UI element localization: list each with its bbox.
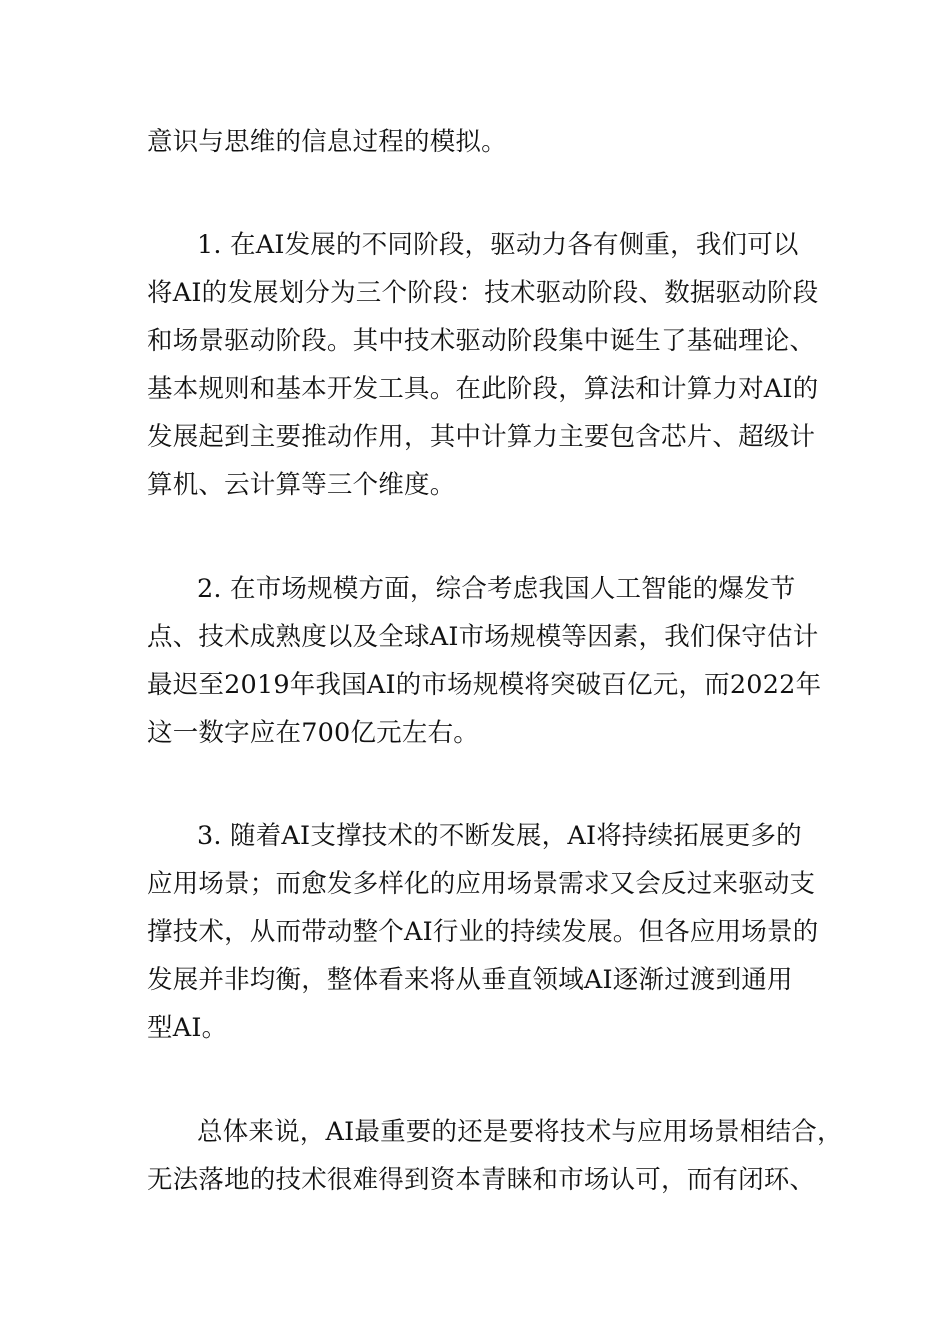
- intro-line-1: 意识与思维的信息过程的模拟。: [147, 127, 507, 157]
- paragraph-1-line-2: 将AI的发展划分为三个阶段：技术驱动阶段、数据驱动阶段: [147, 278, 819, 308]
- paragraph-2-line-1: 2. 在市场规模方面，综合考虑我国人工智能的爆发节: [197, 574, 796, 604]
- paragraph-2-line-2: 点、技术成熟度以及全球AI市场规模等因素，我们保守估计: [147, 622, 819, 652]
- paragraph-2-line-3: 最迟至2019年我国AI的市场规模将突破百亿元，而2022年: [147, 670, 822, 700]
- paragraph-1-line-4: 基本规则和基本开发工具。在此阶段，算法和计算力对AI的: [147, 374, 819, 404]
- paragraph-4-line-1: 总体来说，AI最重要的还是要将技术与应用场景相结合，: [197, 1117, 843, 1147]
- paragraph-2-line-4: 这一数字应在700亿元左右。: [147, 718, 479, 748]
- paragraph-1-line-6: 算机、云计算等三个维度。: [147, 470, 456, 500]
- paragraph-1-line-1: 1. 在AI发展的不同阶段，驱动力各有侧重，我们可以: [197, 230, 799, 260]
- paragraph-4-line-2: 无法落地的技术很难得到资本青睐和市场认可，而有闭环、: [147, 1165, 816, 1195]
- paragraph-3-line-3: 撑技术，从而带动整个AI行业的持续发展。但各应用场景的: [147, 917, 819, 947]
- paragraph-3-line-1: 3. 随着AI支撑技术的不断发展，AI将持续拓展更多的: [197, 821, 802, 851]
- paragraph-1-line-3: 和场景驱动阶段。其中技术驱动阶段集中诞生了基础理论、: [147, 326, 816, 356]
- paragraph-1-line-5: 发展起到主要推动作用，其中计算力主要包含芯片、超级计: [147, 422, 816, 452]
- paragraph-3-line-5: 型AI。: [147, 1013, 228, 1043]
- paragraph-3-line-4: 发展并非均衡，整体看来将从垂直领域AI逐渐过渡到通用: [147, 965, 793, 995]
- paragraph-3-line-2: 应用场景；而愈发多样化的应用场景需求又会反过来驱动支: [147, 869, 816, 899]
